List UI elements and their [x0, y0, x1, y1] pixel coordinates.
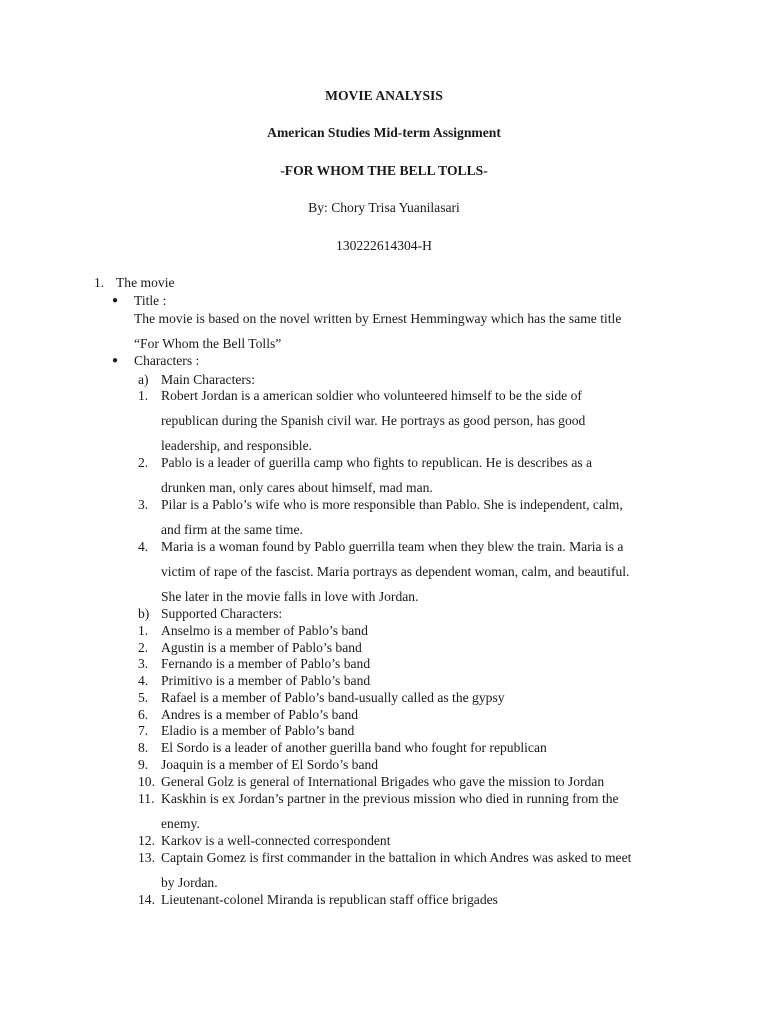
- list-item-number: 10.: [138, 774, 155, 789]
- list-item-line: Pilar is a Pablo’s wife who is more responsible than Pablo. She is independent, calm,: [161, 497, 623, 512]
- list-item-number: 4.: [138, 673, 149, 688]
- list-item-line: Andres is a member of Pablo’s band: [161, 707, 359, 722]
- list-item-number: 12.: [138, 833, 155, 848]
- list-item-line: Joaquin is a member of El Sordo’s band: [161, 757, 379, 772]
- list-item-line: Fernando is a member of Pablo’s band: [161, 656, 371, 671]
- film-title: -FOR WHOM THE BELL TOLLS-: [280, 163, 488, 178]
- list-item-line: Karkov is a well-connected correspondent: [161, 833, 391, 848]
- list-item-line: Primitivo is a member of Pablo’s band: [161, 673, 371, 688]
- list-item-line: by Jordan.: [161, 875, 218, 890]
- supported-characters-marker: b): [138, 606, 150, 621]
- list-item-line: Eladio is a member of Pablo’s band: [161, 723, 355, 738]
- characters-label: Characters :: [134, 353, 200, 368]
- list-item-line: leadership, and responsible.: [161, 438, 312, 453]
- title-description-line: The movie is based on the novel written by Ernest Hemmingway which has the same title: [134, 311, 622, 326]
- title-description-line: “For Whom the Bell Tolls”: [134, 336, 282, 351]
- list-item-line: and firm at the same time.: [161, 522, 303, 537]
- list-item-line: Anselmo is a member of Pablo’s band: [161, 623, 368, 638]
- list-item-number: 2.: [138, 640, 149, 655]
- list-item-number: 7.: [138, 723, 149, 738]
- list-item-line: El Sordo is a leader of another guerilla band who fought for republican: [161, 740, 547, 755]
- list-item-number: 14.: [138, 892, 155, 907]
- list-item-line: victim of rape of the fascist. Maria portrays as dependent woman, calm, and beautiful.: [161, 564, 630, 579]
- list-item-number: 6.: [138, 707, 149, 722]
- list-item-line: drunken man, only cares about himself, mad man.: [161, 480, 433, 495]
- list-item-line: General Golz is general of International Brigades who gave the mission to Jordan: [161, 774, 605, 789]
- section-heading: The movie: [116, 275, 175, 290]
- document-title: MOVIE ANALYSIS: [325, 88, 443, 103]
- bullet-icon: ●: [112, 295, 119, 306]
- supported-characters-label: Supported Characters:: [161, 606, 283, 621]
- student-id: 130222614304-H: [336, 238, 432, 253]
- list-item-number: 2.: [138, 455, 149, 470]
- list-item-number: 3.: [138, 656, 149, 671]
- list-item-number: 3.: [138, 497, 149, 512]
- list-item-line: Pablo is a leader of guerilla camp who fights to republican. He is describes as a: [161, 455, 593, 470]
- list-item-number: 8.: [138, 740, 149, 755]
- list-item-number: 1.: [138, 623, 149, 638]
- bullet-icon: ●: [112, 355, 119, 366]
- list-item-line: Agustin is a member of Pablo’s band: [161, 640, 362, 655]
- list-item-number: 13.: [138, 850, 155, 865]
- list-item-line: Rafael is a member of Pablo’s band-usually called as the gypsy: [161, 690, 505, 705]
- list-item-number: 5.: [138, 690, 149, 705]
- list-item-number: 9.: [138, 757, 149, 772]
- list-item-number: 11.: [138, 791, 155, 806]
- list-item-line: She later in the movie falls in love with Jordan.: [161, 589, 419, 604]
- title-label: Title :: [134, 293, 167, 308]
- list-item-number: 4.: [138, 539, 149, 554]
- course-subtitle: American Studies Mid-term Assignment: [267, 125, 501, 140]
- list-item-line: Lieutenant-colonel Miranda is republican staff office brigades: [161, 892, 498, 907]
- main-characters-marker: a): [138, 372, 149, 387]
- list-item-line: enemy.: [161, 816, 200, 831]
- list-item-line: republican during the Spanish civil war. He portrays as good person, has good: [161, 413, 586, 428]
- list-item-number: 1.: [138, 388, 149, 403]
- list-item-line: Maria is a woman found by Pablo guerrilla team when they blew the train. Maria is a: [161, 539, 624, 554]
- author-line: By: Chory Trisa Yuanilasari: [308, 200, 460, 215]
- list-item-line: Robert Jordan is a american soldier who volunteered himself to be the side of: [161, 388, 582, 403]
- section-number: 1.: [94, 275, 105, 290]
- list-item-line: Captain Gomez is first commander in the battalion in which Andres was asked to meet: [161, 850, 632, 865]
- list-item-line: Kaskhin is ex Jordan’s partner in the previous mission who died in running from the: [161, 791, 619, 806]
- main-characters-label: Main Characters:: [161, 372, 255, 387]
